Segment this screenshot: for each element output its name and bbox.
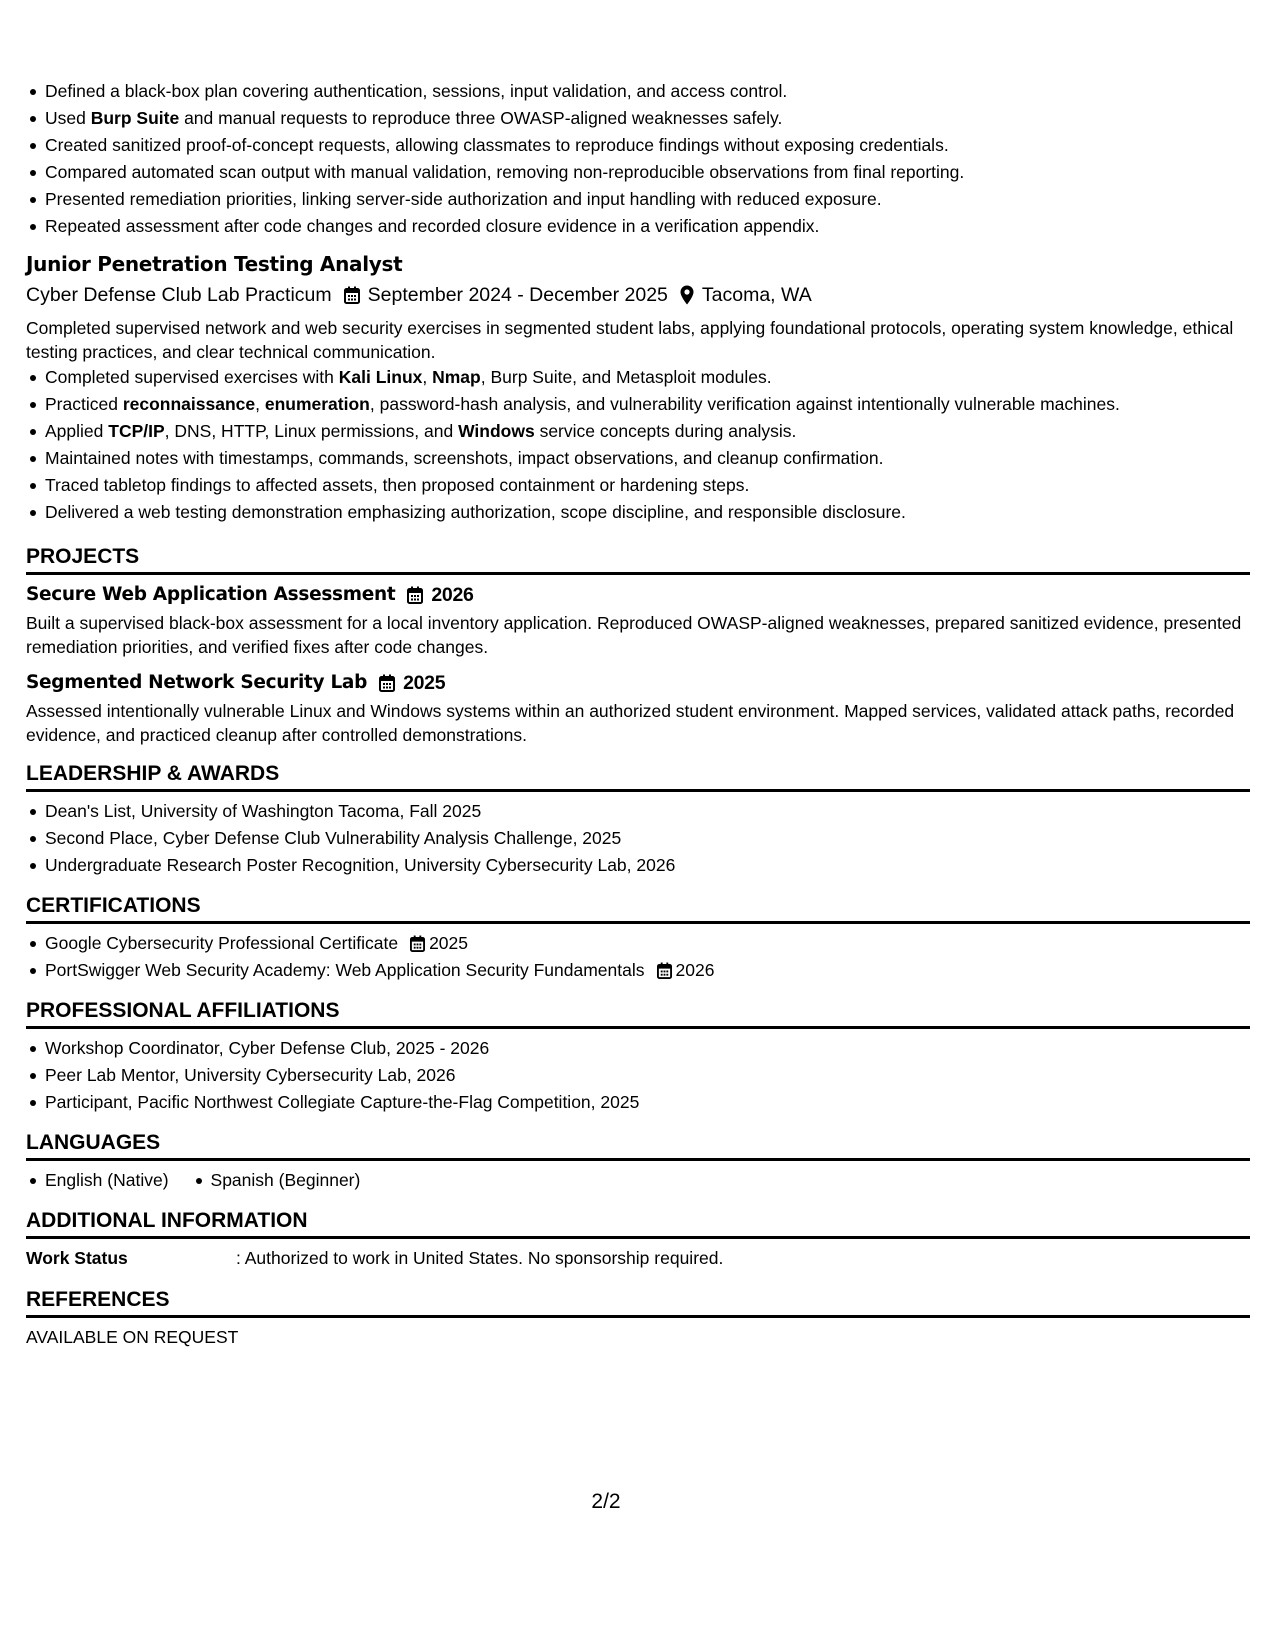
list-item: Defined a black-box plan covering authentication, sessions, input validation, and access control. — [45, 78, 1250, 105]
list-item: Second Place, Cyber Defense Club Vulnerability Analysis Challenge, 2025 — [45, 825, 1250, 852]
job-location: Tacoma, WA — [701, 284, 812, 306]
list-item: English (Native) — [45, 1167, 169, 1194]
project-description: Assessed intentionally vulnerable Linux and Windows systems within an authorized student environment. Mapped services, validated attack paths, recorded evidence, and practiced cleanup after controlled demonstrations. — [26, 701, 1235, 745]
calendar-icon — [344, 286, 360, 304]
project-title: Segmented Network Security Lab — [26, 672, 368, 693]
list-item: Created sanitized proof-of-concept requests, allowing classmates to reproduce findings without exposing credentials. — [45, 132, 1250, 159]
list-item: Completed supervised exercises with Kali Linux, Nmap, Burp Suite, and Metasploit modules. — [45, 364, 1250, 391]
list-item: Traced tabletop findings to affected assets, then proposed containment or hardening steps. — [45, 472, 1250, 499]
list-item: Practiced reconnaissance, enumeration, password-hash analysis, and vulnerability verification against intentionally vulnerable machines. — [45, 391, 1250, 418]
list-item — [45, 957, 1250, 984]
certifications-list — [26, 930, 1250, 984]
info-key: Work Status — [26, 1248, 128, 1268]
job-dates: September 2024 - December 2025 — [367, 284, 668, 306]
calendar-icon — [379, 674, 395, 692]
resume-page — [26, 78, 1250, 1352]
section-heading-leadership: LEADERSHIP & AWARDS — [26, 761, 1250, 792]
certification-year: 2025 — [429, 933, 469, 953]
list-item: Workshop Coordinator, Cyber Defense Club, 2025 - 2026 — [45, 1035, 1250, 1062]
references-text: AVAILABLE ON REQUEST — [26, 1327, 239, 1347]
list-item: Peer Lab Mentor, University Cybersecurity Lab, 2026 — [45, 1062, 1250, 1089]
certification-name: PortSwigger Web Security Academy: Web Application Security Fundamentals — [45, 960, 645, 980]
project-description: Built a supervised black-box assessment for a local inventory application. Reproduced OWASP-aligned weaknesses, prepared sanitized evidence, presented remediation priorities, and verified fixes after code changes. — [26, 613, 1242, 657]
list-item: Dean's List, University of Washington Tacoma, Fall 2025 — [45, 798, 1250, 825]
section-heading-projects: PROJECTS — [26, 544, 1250, 575]
map-pin-icon — [680, 285, 694, 305]
list-item: Spanish (Beginner) — [211, 1167, 361, 1194]
job-meta — [26, 280, 1250, 310]
section-heading-additional: ADDITIONAL INFORMATION — [26, 1208, 1250, 1239]
list-item — [45, 930, 1250, 957]
project-year: 2026 — [431, 584, 474, 606]
list-item: Applied TCP/IP, DNS, HTTP, Linux permissions, and Windows service concepts during analysis. — [45, 418, 1250, 445]
page-number: 2/2 — [591, 1490, 621, 1513]
job-summary: Completed supervised network and web security exercises in segmented student labs, applying foundational protocols, operating system knowledge, ethical testing practices, and clear technical communication. — [26, 318, 1234, 362]
certification-name: Google Cybersecurity Professional Certificate — [45, 933, 399, 953]
list-item: Used Burp Suite and manual requests to reproduce three OWASP-aligned weaknesses safely. — [45, 105, 1250, 132]
experience-bullets-prev — [26, 78, 1250, 240]
list-item: Delivered a web testing demonstration emphasizing authorization, scope discipline, and responsible disclosure. — [45, 499, 1250, 526]
calendar-icon — [407, 586, 423, 604]
list-item: Compared automated scan output with manual validation, removing non-reproducible observations from final reporting. — [45, 159, 1250, 186]
affiliations-list — [26, 1035, 1250, 1116]
job-bullets — [26, 364, 1250, 526]
certification-year: 2026 — [675, 960, 715, 980]
info-row — [26, 1243, 1250, 1273]
info-value: : Authorized to work in United States. No sponsorship required. — [236, 1248, 724, 1268]
project-item — [26, 581, 1250, 659]
section-heading-languages: LANGUAGES — [26, 1130, 1250, 1161]
section-heading-certifications: CERTIFICATIONS — [26, 893, 1250, 924]
list-item: Presented remediation priorities, linking server-side authorization and input handling with reduced exposure. — [45, 186, 1250, 213]
job-title: Junior Penetration Testing Analyst — [26, 252, 403, 276]
list-item: Undergraduate Research Poster Recognition, University Cybersecurity Lab, 2026 — [45, 852, 1250, 879]
languages-list — [26, 1167, 1250, 1194]
list-item: Participant, Pacific Northwest Collegiate Capture-the-Flag Competition, 2025 — [45, 1089, 1250, 1116]
list-item: Maintained notes with timestamps, commands, screenshots, impact observations, and cleanup confirmation. — [45, 445, 1250, 472]
project-item — [26, 669, 1250, 747]
section-heading-references: REFERENCES — [26, 1287, 1250, 1318]
job-org: Cyber Defense Club Lab Practicum — [26, 284, 332, 306]
calendar-icon — [410, 935, 425, 952]
project-year: 2025 — [403, 672, 446, 694]
project-title: Secure Web Application Assessment — [26, 584, 396, 605]
leadership-list — [26, 798, 1250, 879]
section-heading-affiliations: PROFESSIONAL AFFILIATIONS — [26, 998, 1250, 1029]
list-item: Repeated assessment after code changes and recorded closure evidence in a verification appendix. — [45, 213, 1250, 240]
calendar-icon — [657, 962, 672, 979]
